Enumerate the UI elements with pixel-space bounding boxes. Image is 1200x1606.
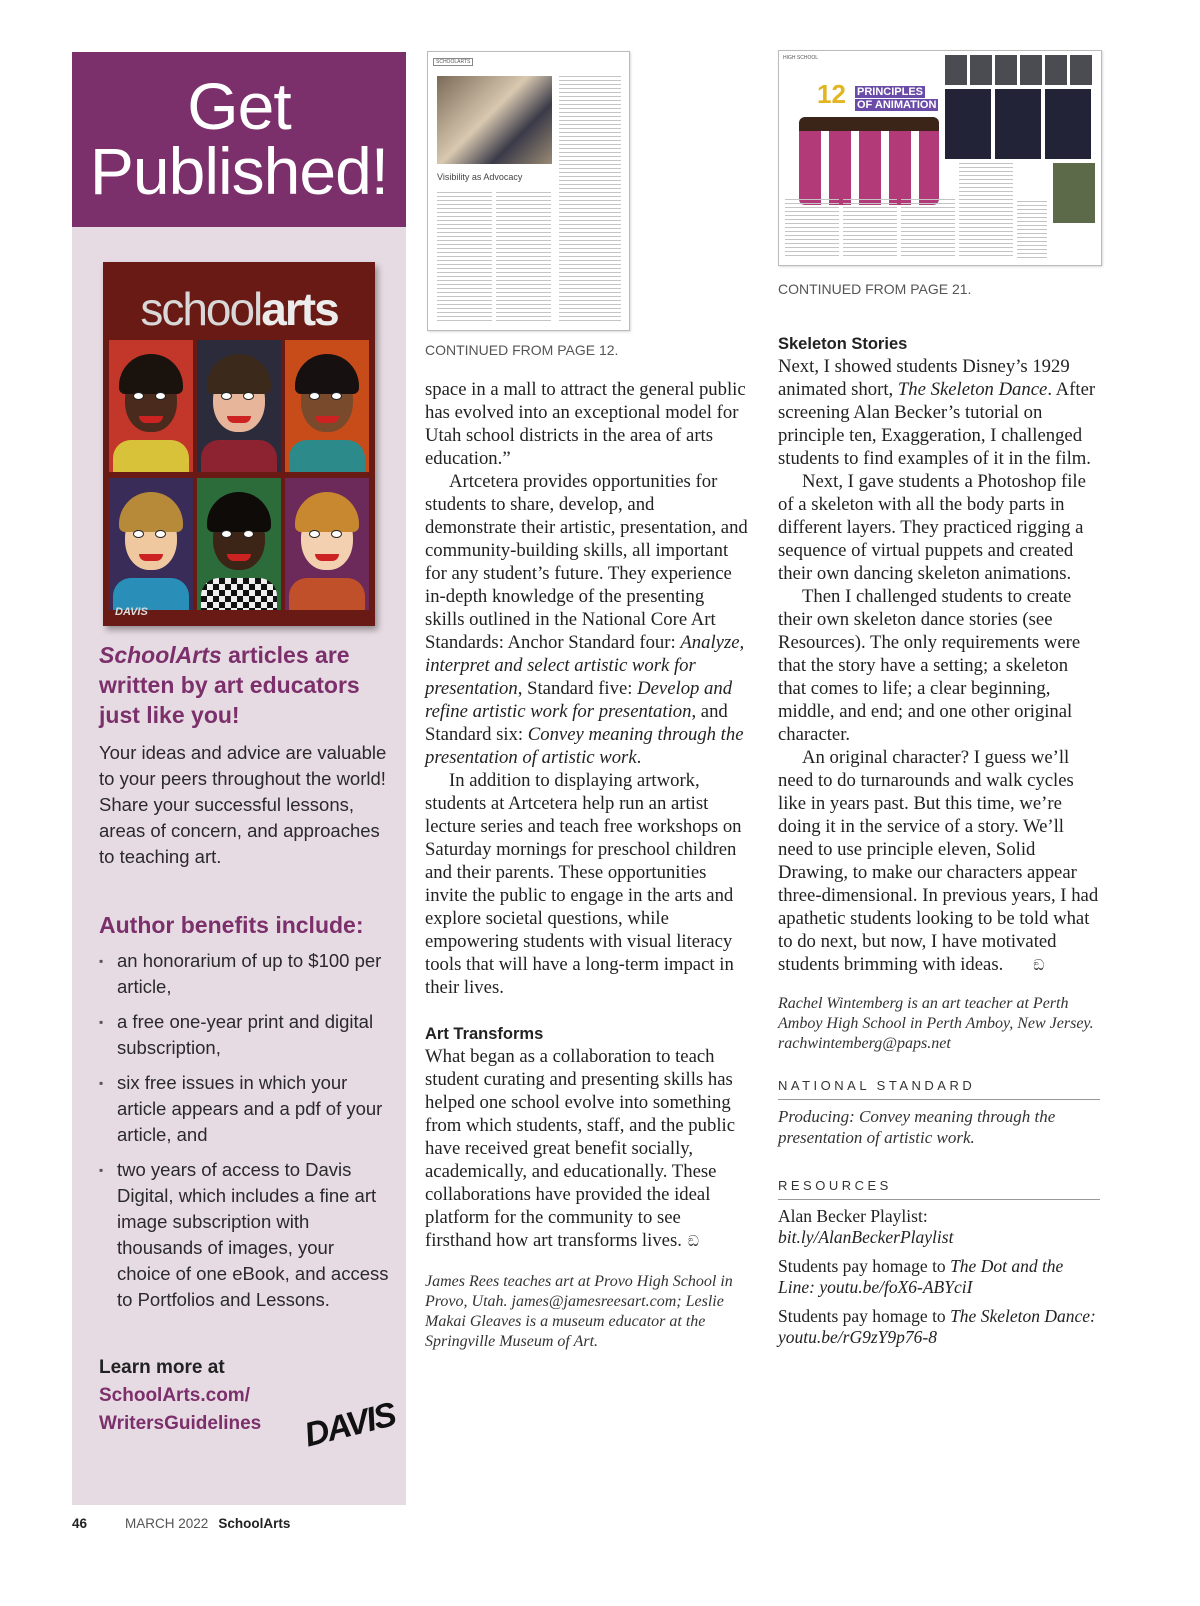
issue-date: MARCH 2022 bbox=[125, 1516, 209, 1531]
davis-logo: DAVIS bbox=[300, 1395, 399, 1455]
get-published-banner bbox=[72, 52, 406, 227]
text-run: An original character? I guess we’ll need to do turnarounds and walk cycles like in years past. But this time, we’re doing it in the service of a story. We’ll need to use principle eleven, Solid Drawing, to make our characters appear three-dimensional. In previous years, I had apathetic students looking to be told what to do next, but now, I have motivated students brimming with ideas. bbox=[778, 747, 1099, 975]
guidelines-link-part-1: SchoolArts.com/ bbox=[99, 1385, 250, 1406]
benefit-item: ▪ six free issues in which your article appears and a pdf of your article, and bbox=[99, 1070, 389, 1148]
pitch-heading bbox=[99, 640, 389, 730]
intro-text: Your ideas and advice are valuable to your peers throughout the world! Share your successful lessons, areas of concern, and approaches to teaching art. bbox=[99, 742, 387, 867]
text-run: , Standard five: bbox=[517, 678, 638, 699]
resource-link[interactable]: : youtu.be/foX6-ABYciI bbox=[809, 1277, 973, 1297]
text-run-italic: Develop and refine artistic work for presentation bbox=[425, 678, 733, 722]
thumb-figure bbox=[1053, 163, 1095, 223]
resource-item bbox=[778, 1256, 1100, 1298]
resources-heading: RESOURCES bbox=[778, 1174, 1100, 1200]
continued-from-label: CONTINUED FROM PAGE 12. bbox=[425, 342, 619, 358]
thumb-tag: HIGH SCHOOL bbox=[783, 55, 819, 61]
thumb-number: 12 bbox=[817, 79, 846, 109]
benefits-heading: Author benefits include: bbox=[99, 912, 364, 938]
paragraph: space in a mall to attract the general public has evolved into an exceptional model for Utah school districts in the area of arts education.” bbox=[425, 379, 746, 469]
page-footer bbox=[72, 1516, 290, 1531]
text-run: Students pay homage to bbox=[778, 1306, 951, 1326]
resource-link[interactable]: : youtu.be/rG9zY9p76-8 bbox=[778, 1306, 1096, 1347]
paragraph: In addition to displaying artwork, students at Artcetera help run an artist lecture series and teach free workshops on Saturday mornings for preschool children and their parents. These opportunities invite the public to engage in the arts and explore societal questions, while empowering students with visual literacy tools that will have a long-term impact in their lives. bbox=[425, 770, 742, 998]
learn-more bbox=[99, 1354, 261, 1438]
pitch-heading-rest: articles are written by art educators just like you! bbox=[99, 642, 360, 728]
guidelines-link[interactable] bbox=[99, 1382, 261, 1438]
collage-face bbox=[285, 340, 369, 472]
author-bio: James Rees teaches art at Provo High School in Provo, Utah. james@jamesreesart.com; Leslie Makai Gleaves is a museum educator at the Springville Museum of Art. bbox=[425, 1273, 733, 1350]
text-run-italic: Convey meaning through the presentation of artistic work bbox=[425, 724, 744, 768]
resource-label: Alan Becker Playlist: bbox=[778, 1206, 928, 1226]
text-run: Artcetera provides opportunities for students to share, develop, and demonstrate their artistic, presentation, and community-building skills, all important for any student’s future. They experience in-depth knowledge of the presenting skills outlined in the National Core Art Standards: Anchor Standard four: bbox=[425, 471, 748, 653]
text-run: Students pay homage to bbox=[778, 1256, 951, 1276]
paragraph: Next, I gave students a Photoshop file of a skeleton with all the body parts in different layers. They practiced rigging a sequence of virtual puppets and created their own dancing skeleton animations. bbox=[778, 471, 1086, 584]
page-number: 46 bbox=[72, 1516, 88, 1531]
resource-link[interactable]: bit.ly/AlanBeckerPlaylist bbox=[778, 1227, 954, 1247]
text-run: . bbox=[636, 747, 642, 768]
text-run: . After screening Alan Becker’s tutorial on principle ten, Exaggeration, I challenged students to find examples of it in the film. bbox=[778, 379, 1096, 469]
paragraph: Then I challenged students to create their own skeleton dance stories (see Resources). The only requirements were that the story have a setting; a skeleton that comes to life; a clear beginning, middle, and end; and one other original character. bbox=[778, 586, 1081, 745]
text-run: , and Standard six: bbox=[425, 701, 728, 745]
resource-item bbox=[778, 1206, 1100, 1248]
cover-publisher: DAVIS bbox=[115, 606, 148, 618]
benefit-item: ▪ an honorarium of up to $100 per article, bbox=[99, 948, 389, 1000]
national-standard-text: Producing: Convey meaning through the presentation of artistic work. bbox=[778, 1107, 1056, 1147]
benefits-list bbox=[99, 948, 389, 1322]
paragraph bbox=[778, 746, 1100, 978]
paragraph bbox=[425, 1045, 748, 1254]
thumb-title-1: PRINCIPLES bbox=[857, 86, 924, 98]
benefit-item: ▪ two years of access to Davis Digital, which includes a fine art image subscription with thousands of images, your choice of one eBook, and access to Portfolios and Lessons. bbox=[99, 1157, 389, 1313]
thumb-tag: SCHOOLARTS bbox=[433, 58, 473, 66]
section-heading: Skeleton Stories bbox=[778, 335, 908, 353]
national-standard-heading: NATIONAL STANDARD bbox=[778, 1074, 1100, 1100]
magazine-name: SchoolArts bbox=[218, 1516, 291, 1531]
section-heading: Art Transforms bbox=[425, 1025, 544, 1043]
text-run-italic: The Skeleton Dance bbox=[950, 1306, 1091, 1326]
benefit-item: ▪ a free one-year print and digital subscription, bbox=[99, 1009, 389, 1061]
collage-face bbox=[109, 340, 193, 472]
collage-face bbox=[285, 478, 369, 610]
end-mark-icon: ඞ bbox=[687, 1234, 700, 1250]
paragraph bbox=[778, 355, 1100, 470]
banner-line-1: Get bbox=[187, 69, 291, 143]
learn-more-label: Learn more at bbox=[99, 1357, 225, 1378]
thumb-title: Visibility as Advocacy bbox=[437, 172, 523, 182]
thumb-title-2: OF ANIMATION bbox=[857, 99, 937, 111]
article-column-2 bbox=[778, 333, 1100, 1348]
pitch-magazine-name: SchoolArts bbox=[99, 642, 222, 668]
article-column-1 bbox=[425, 378, 748, 1352]
magazine-cover-image bbox=[103, 262, 375, 626]
paragraph bbox=[425, 470, 748, 769]
article-thumbnail-animation bbox=[778, 50, 1102, 266]
masthead-arts: arts bbox=[261, 283, 338, 335]
collage-face bbox=[197, 478, 281, 610]
banner-line-2: Published! bbox=[89, 134, 389, 208]
end-mark-icon: ඞ bbox=[1033, 958, 1045, 974]
thumb-photo bbox=[437, 76, 552, 164]
collage-face bbox=[197, 340, 281, 472]
thumb-character-lineup bbox=[799, 117, 939, 205]
writers-sidebar bbox=[72, 52, 406, 1505]
thumb-frames bbox=[945, 89, 1095, 159]
author-bio: Rachel Wintemberg is an art teacher at Perth Amboy High School in Perth Amboy, New Jersey. rachwintemberg@paps.net bbox=[778, 995, 1094, 1052]
continued-from-label: CONTINUED FROM PAGE 21. bbox=[778, 281, 972, 297]
text-run: Next, I showed students Disney’s 1929 animated short, bbox=[778, 356, 1070, 400]
text-run-italic: Analyze, interpret and select artistic work for presentation bbox=[425, 632, 745, 699]
cover-masthead bbox=[103, 282, 375, 336]
collage-face bbox=[109, 478, 193, 610]
resource-item bbox=[778, 1306, 1100, 1348]
article-thumbnail-visibility bbox=[427, 51, 630, 331]
masthead-school: school bbox=[140, 283, 262, 335]
guidelines-link-part-2: WritersGuidelines bbox=[99, 1413, 262, 1434]
thumb-film-strip bbox=[945, 55, 1095, 85]
text-run: What began as a collaboration to teach student curating and presenting skills has helped one school evolve into something from which students, staff, and the public have received great benefit socially, academically, and educationally. These collaborations have provided the ideal platform for the community to see firsthand how art transforms lives. bbox=[425, 1046, 736, 1251]
text-run-italic: The Skeleton Dance bbox=[897, 379, 1048, 400]
text-run-italic: The Dot and the Line bbox=[778, 1256, 1064, 1297]
